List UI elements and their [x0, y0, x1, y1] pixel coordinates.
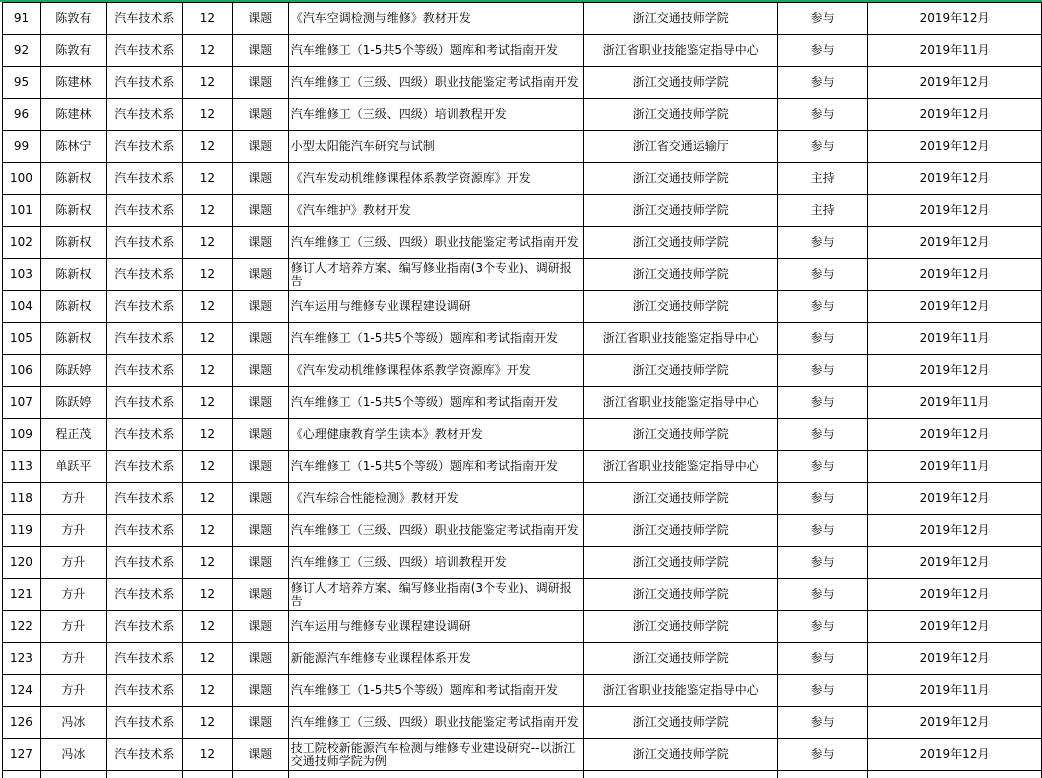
cell-title: 汽车维修工（三级、四级）职业技能鉴定考试指南开发	[288, 67, 584, 99]
cell-index: 105	[3, 323, 41, 355]
cell-role: 参与	[778, 227, 868, 259]
table-row	[3, 643, 1042, 675]
cell-name: 陈林宁	[40, 131, 106, 163]
cell-name: 陈建林	[40, 99, 106, 131]
cell-organization: 浙江交通技师学院	[584, 99, 778, 131]
cell-organization: 浙江省交通运输厅	[584, 131, 778, 163]
table-row	[3, 451, 1042, 483]
cell-organization: 浙江交通技师学院	[584, 259, 778, 291]
cell-date: 2019年12月	[868, 195, 1042, 227]
cell-index: 123	[3, 643, 41, 675]
cell-index: 96	[3, 99, 41, 131]
cell-score: 12	[182, 259, 232, 291]
cell-type: 课题	[232, 35, 288, 67]
cell-title: 新能源汽车维修专业课程体系开发	[288, 643, 584, 675]
cell-index: 107	[3, 387, 41, 419]
table-row	[3, 483, 1042, 515]
cell-organization: 浙江省职业技能鉴定指导中心	[584, 451, 778, 483]
table-row	[3, 547, 1042, 579]
cell-name: 陈跃婷	[40, 387, 106, 419]
cell-type: 课题	[232, 579, 288, 611]
cell-score: 12	[182, 195, 232, 227]
cell-role: 参与	[778, 419, 868, 451]
table-body	[3, 3, 1042, 778]
cell-index: 91	[3, 3, 41, 35]
cell-role: 参与	[778, 643, 868, 675]
cell-department: 汽车技术系	[106, 483, 182, 515]
cell-name: 单跃平	[40, 451, 106, 483]
cell-type: 课题	[232, 195, 288, 227]
table-row	[3, 739, 1042, 771]
cell-index: 102	[3, 227, 41, 259]
cell-name: 方升	[40, 611, 106, 643]
cell-date: 2019年12月	[868, 579, 1042, 611]
cell-index: 99	[3, 131, 41, 163]
table-row	[3, 707, 1042, 739]
cell-name: 方升	[40, 547, 106, 579]
cell-score: 12	[182, 515, 232, 547]
cell-index: 121	[3, 579, 41, 611]
cell-index: 122	[3, 611, 41, 643]
cell-name: 方升	[40, 483, 106, 515]
cell-score: 12	[182, 579, 232, 611]
cell-title: 汽车维修工（1-5共5个等级）题库和考试指南开发	[288, 387, 584, 419]
cell-score: 12	[182, 227, 232, 259]
cell-organization: 浙江交通技师学院	[584, 739, 778, 771]
cell-type: 课题	[232, 643, 288, 675]
cell-role: 参与	[778, 707, 868, 739]
cell-name: 陈新权	[40, 227, 106, 259]
cell-department: 汽车技术系	[106, 3, 182, 35]
cell-organization: 浙江交通技师学院	[584, 483, 778, 515]
cell-role: 参与	[778, 611, 868, 643]
cell-title: 汽车维修工（三级、四级）培训教程开发	[288, 99, 584, 131]
cell-department: 汽车技术系	[106, 579, 182, 611]
cell-type: 课题	[232, 323, 288, 355]
cell-organization: 浙江交通技师学院	[584, 611, 778, 643]
cell-score: 12	[182, 611, 232, 643]
cell-date: 2019年11月	[868, 451, 1042, 483]
cell-role: 参与	[778, 323, 868, 355]
cell-role: 参与	[778, 547, 868, 579]
cell-department: 汽车技术系	[106, 67, 182, 99]
cell-score: 12	[182, 355, 232, 387]
cell-title: 《心理健康教育学生读本》教材开发	[288, 419, 584, 451]
cell-organization: 浙江交通技师学院	[584, 355, 778, 387]
cell-score: 12	[182, 323, 232, 355]
cell-department: 汽车技术系	[106, 259, 182, 291]
cell-department: 汽车技术系	[106, 451, 182, 483]
cell-type: 课题	[232, 387, 288, 419]
cell-score: 12	[182, 547, 232, 579]
cell-date: 2019年12月	[868, 163, 1042, 195]
table-row	[3, 195, 1042, 227]
cell-organization: 浙江交通技师学院	[584, 707, 778, 739]
cell-name: 冯冰	[40, 739, 106, 771]
cell-type: 课题	[232, 355, 288, 387]
cell-date: 2019年12月	[868, 739, 1042, 771]
cell-department: 汽车技术系	[106, 419, 182, 451]
table-row	[3, 35, 1042, 67]
cell-role: 参与	[778, 355, 868, 387]
cell-role: 参与	[778, 291, 868, 323]
cell-department: 汽车技术系	[106, 131, 182, 163]
cell-date: 2019年12月	[868, 227, 1042, 259]
cell-index: 119	[3, 515, 41, 547]
cell-type: 课题	[232, 67, 288, 99]
cell-department: 汽车技术系	[106, 547, 182, 579]
cell-score: 12	[182, 451, 232, 483]
cell-name: 程正茂	[40, 419, 106, 451]
cell-role: 参与	[778, 387, 868, 419]
cell-score: 12	[182, 419, 232, 451]
cell-date: 2019年11月	[868, 387, 1042, 419]
cell-index: 127	[3, 739, 41, 771]
cell-type: 课题	[232, 515, 288, 547]
cell-type: 课题	[232, 739, 288, 771]
cell-name: 方升	[40, 579, 106, 611]
cell-index: 118	[3, 483, 41, 515]
table-row	[3, 675, 1042, 707]
cell-index: 109	[3, 419, 41, 451]
cell-name: 陈建林	[40, 67, 106, 99]
cell-department: 汽车技术系	[106, 195, 182, 227]
cell-type: 课题	[232, 419, 288, 451]
cell-name: 冯冰	[40, 707, 106, 739]
cell-name: 方升	[40, 643, 106, 675]
cell-date: 2019年12月	[868, 515, 1042, 547]
cell-index: 101	[3, 195, 41, 227]
cell-date: 2019年12月	[868, 3, 1042, 35]
cell-role: 主持	[778, 163, 868, 195]
cell-type: 课题	[232, 227, 288, 259]
cell-score: 12	[182, 35, 232, 67]
table-row	[3, 99, 1042, 131]
cell-type: 课题	[232, 611, 288, 643]
table-row	[3, 67, 1042, 99]
cell-date: 2019年11月	[868, 675, 1042, 707]
cell-name: 陈新权	[40, 163, 106, 195]
cell-type: 课题	[232, 675, 288, 707]
cell-score: 12	[182, 163, 232, 195]
cell-score: 12	[182, 67, 232, 99]
cell-score: 12	[182, 675, 232, 707]
data-table	[2, 2, 1042, 778]
cell-role: 参与	[778, 483, 868, 515]
cell-role: 参与	[778, 579, 868, 611]
cell-department: 汽车技术系	[106, 99, 182, 131]
cell-organization: 浙江交通技师学院	[584, 227, 778, 259]
cell-index: 106	[3, 355, 41, 387]
cell-type: 课题	[232, 259, 288, 291]
cell-organization: 浙江省职业技能鉴定指导中心	[584, 387, 778, 419]
cell-role: 参与	[778, 259, 868, 291]
cell-organization: 浙江省职业技能鉴定指导中心	[584, 675, 778, 707]
cell-department: 汽车技术系	[106, 227, 182, 259]
cell-role: 参与	[778, 3, 868, 35]
cell-score: 12	[182, 387, 232, 419]
cell-organization: 浙江省职业技能鉴定指导中心	[584, 35, 778, 67]
cell-role: 参与	[778, 515, 868, 547]
cell-date: 2019年11月	[868, 35, 1042, 67]
cell-role: 参与	[778, 451, 868, 483]
table-row	[3, 227, 1042, 259]
cell-type: 课题	[232, 163, 288, 195]
cell-index: 126	[3, 707, 41, 739]
cell-type: 课题	[232, 707, 288, 739]
cell-date: 2019年12月	[868, 483, 1042, 515]
cell-score: 12	[182, 739, 232, 771]
cell-score: 12	[182, 643, 232, 675]
cell-department: 汽车技术系	[106, 291, 182, 323]
cell-index: 120	[3, 547, 41, 579]
cell-date: 2019年12月	[868, 707, 1042, 739]
cell-date: 2019年11月	[868, 323, 1042, 355]
cell-title: 汽车运用与维修专业课程建设调研	[288, 611, 584, 643]
cell-type: 课题	[232, 131, 288, 163]
cell-role: 参与	[778, 67, 868, 99]
cell-index: 100	[3, 163, 41, 195]
cell-name: 陈跃婷	[40, 355, 106, 387]
cell-department: 汽车技术系	[106, 323, 182, 355]
cell-title: 《汽车发动机维修课程体系教学资源库》开发	[288, 355, 584, 387]
cell-type: 课题	[232, 451, 288, 483]
cell-index: 104	[3, 291, 41, 323]
cell-title: 汽车运用与维修专业课程建设调研	[288, 291, 584, 323]
cell-type: 课题	[232, 547, 288, 579]
cell-type: 课题	[232, 3, 288, 35]
cell-organization: 浙江交通技师学院	[584, 291, 778, 323]
cell-date: 2019年12月	[868, 547, 1042, 579]
cell-role: 主持	[778, 195, 868, 227]
cell-name: 陈新权	[40, 291, 106, 323]
cell-date: 2019年12月	[868, 643, 1042, 675]
cell-type: 课题	[232, 483, 288, 515]
cell-title: 汽车维修工（三级、四级）培训教程开发	[288, 547, 584, 579]
cell-name: 陈敦有	[40, 35, 106, 67]
cell-title: 《汽车综合性能检测》教材开发	[288, 483, 584, 515]
cell-organization: 浙江交通技师学院	[584, 163, 778, 195]
cell-title: 汽车维修工（1-5共5个等级）题库和考试指南开发	[288, 323, 584, 355]
cell-date: 2019年12月	[868, 67, 1042, 99]
table-row	[3, 355, 1042, 387]
cell-name: 陈新权	[40, 323, 106, 355]
cell-organization: 浙江交通技师学院	[584, 419, 778, 451]
cell-title: 汽车维修工（三级、四级）职业技能鉴定考试指南开发	[288, 515, 584, 547]
cell-title: 汽车维修工（三级、四级）职业技能鉴定考试指南开发	[288, 227, 584, 259]
table-row	[3, 579, 1042, 611]
cell-department: 汽车技术系	[106, 163, 182, 195]
cell-name: 方升	[40, 515, 106, 547]
cell-organization: 浙江交通技师学院	[584, 547, 778, 579]
cell-organization: 浙江交通技师学院	[584, 515, 778, 547]
table-row	[3, 515, 1042, 547]
cell-department: 汽车技术系	[106, 739, 182, 771]
cell-title: 汽车维修工（三级、四级）职业技能鉴定考试指南开发	[288, 707, 584, 739]
cell-name: 陈新权	[40, 195, 106, 227]
table-row	[3, 291, 1042, 323]
cell-title: 汽车维修工（1-5共5个等级）题库和考试指南开发	[288, 35, 584, 67]
cell-index: 103	[3, 259, 41, 291]
table-row	[3, 323, 1042, 355]
cell-date: 2019年12月	[868, 259, 1042, 291]
cell-title: 技工院校新能源汽车检测与维修专业建设研究--以浙江交通技师学院为例	[288, 739, 584, 771]
cell-title: 汽车维修工（1-5共5个等级）题库和考试指南开发	[288, 675, 584, 707]
cell-score: 12	[182, 131, 232, 163]
cell-organization: 浙江交通技师学院	[584, 195, 778, 227]
cell-score: 12	[182, 99, 232, 131]
cell-role: 参与	[778, 99, 868, 131]
table-row	[3, 131, 1042, 163]
cell-index: 95	[3, 67, 41, 99]
cell-score: 12	[182, 291, 232, 323]
cell-department: 汽车技术系	[106, 515, 182, 547]
cell-organization: 浙江交通技师学院	[584, 643, 778, 675]
cell-score: 12	[182, 3, 232, 35]
cell-name: 陈新权	[40, 259, 106, 291]
cell-organization: 浙江省职业技能鉴定指导中心	[584, 323, 778, 355]
cell-department: 汽车技术系	[106, 707, 182, 739]
cell-title: 《汽车维护》教材开发	[288, 195, 584, 227]
cell-role: 参与	[778, 739, 868, 771]
cell-type: 课题	[232, 291, 288, 323]
cell-department: 汽车技术系	[106, 675, 182, 707]
cell-index: 92	[3, 35, 41, 67]
table-row	[3, 387, 1042, 419]
cell-title: 《汽车空调检测与维修》教材开发	[288, 3, 584, 35]
cell-date: 2019年12月	[868, 99, 1042, 131]
table-row	[3, 259, 1042, 291]
cell-organization: 浙江交通技师学院	[584, 579, 778, 611]
cell-name: 陈敦有	[40, 3, 106, 35]
cell-date: 2019年12月	[868, 355, 1042, 387]
cell-title: 《汽车发动机维修课程体系教学资源库》开发	[288, 163, 584, 195]
cell-department: 汽车技术系	[106, 611, 182, 643]
cell-title: 修订人才培养方案、编写修业指南(3个专业)、调研报告	[288, 579, 584, 611]
table-row	[3, 611, 1042, 643]
cell-date: 2019年12月	[868, 291, 1042, 323]
cell-title: 小型太阳能汽车研究与试制	[288, 131, 584, 163]
cell-role: 参与	[778, 131, 868, 163]
cell-score: 12	[182, 707, 232, 739]
table-row	[3, 419, 1042, 451]
cell-department: 汽车技术系	[106, 387, 182, 419]
cell-department: 汽车技术系	[106, 35, 182, 67]
cell-date: 2019年12月	[868, 611, 1042, 643]
table-row	[3, 3, 1042, 35]
cell-title: 修订人才培养方案、编写修业指南(3个专业)、调研报告	[288, 259, 584, 291]
cell-organization: 浙江交通技师学院	[584, 3, 778, 35]
cell-index: 113	[3, 451, 41, 483]
cell-index: 124	[3, 675, 41, 707]
cell-type: 课题	[232, 99, 288, 131]
cell-date: 2019年12月	[868, 131, 1042, 163]
cell-organization: 浙江交通技师学院	[584, 67, 778, 99]
cell-role: 参与	[778, 675, 868, 707]
cell-score: 12	[182, 483, 232, 515]
cell-date: 2019年12月	[868, 419, 1042, 451]
cell-department: 汽车技术系	[106, 355, 182, 387]
cell-name: 方升	[40, 675, 106, 707]
table-row	[3, 163, 1042, 195]
cell-title: 汽车维修工（1-5共5个等级）题库和考试指南开发	[288, 451, 584, 483]
cell-department: 汽车技术系	[106, 643, 182, 675]
cell-role: 参与	[778, 35, 868, 67]
